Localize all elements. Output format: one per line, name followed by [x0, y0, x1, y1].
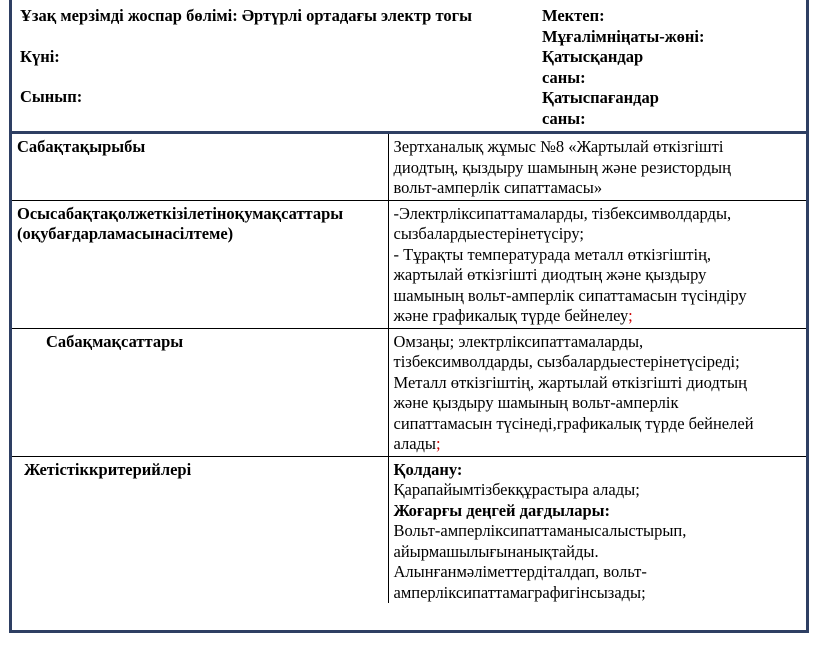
text-line: Алынғанмәліметтердіталдап, вольт-	[393, 562, 647, 581]
success-criteria-value	[388, 456, 806, 603]
text-line: диодтың, қыздыру шамының және резистордың	[393, 157, 731, 177]
text-line: және графикалық түрде бейнелеу	[393, 306, 629, 325]
text-line: және қыздыру шамының вольт-амперлік	[393, 393, 679, 412]
text-line: -Электрліксипаттамаларды, тізбексимволдарды,	[393, 203, 732, 223]
text-line-with-mark	[394, 306, 802, 327]
lesson-topic-label: Сабақтақырыбы	[12, 133, 388, 201]
absent-label: Қатыспағандар	[542, 88, 659, 107]
text-line: тізбексимволдарды, сызбалардыестерінетүсіреді;	[393, 352, 740, 371]
red-semicolon: ;	[628, 306, 633, 325]
application-heading: Қолдану:	[393, 459, 463, 479]
lesson-topic-value	[388, 133, 806, 201]
text-line: шамының вольт-амперлік сипаттамасын түсіндіру	[393, 285, 747, 305]
text-line: Осысабақтақолжеткізілетіноқумақсаттары	[17, 203, 344, 223]
text-line: Зертханалық жұмыс №8 «Жартылай өткізгішті	[393, 137, 724, 156]
text-line: сызбалардыестерінетүсіру;	[393, 224, 584, 243]
text-line: айырмашылығынанықтайды.	[393, 541, 599, 561]
red-semicolon: ;	[436, 434, 441, 453]
text-line: вольт-амперлік сипаттамасы»	[393, 178, 603, 197]
text-line: амперліксипаттамаграфигінсызады;	[393, 582, 646, 602]
text-line: алады	[393, 434, 437, 453]
learning-objectives-value	[388, 200, 806, 328]
text-line: сипаттамасын түсінеді,графикалық түрде бейнелей	[393, 413, 754, 433]
lesson-objectives-label: Сабақмақсаттары	[12, 328, 388, 456]
date-label: Күні:	[20, 46, 60, 66]
absent-count-label: саны:	[542, 108, 586, 128]
present-count-label: саны:	[542, 67, 586, 87]
table-row	[12, 200, 806, 328]
present-label: Қатысқандар	[542, 47, 644, 66]
header-row	[12, 0, 806, 133]
text-line: - Тұрақты температурада металл өткізгіштің,	[393, 244, 712, 264]
long-term-plan-section: Ұзақ мерзімді жоспар бөлімі: Әртүрлі ортадағы электр тогы	[20, 6, 472, 25]
table-row	[12, 328, 806, 456]
lesson-plan-document	[9, 0, 809, 633]
class-label: Сынып:	[20, 87, 83, 106]
text-line: (оқубағдарламасынасілтеме)	[17, 224, 234, 243]
table-row	[12, 133, 806, 201]
higher-skills-heading: Жоғарғы деңгей дағдылары:	[393, 500, 611, 520]
header-left-cell	[12, 0, 472, 133]
lesson-objectives-value	[388, 328, 806, 456]
teacher-name-label: Мұғалімніңаты-жөні:	[542, 26, 705, 46]
school-label: Мектеп:	[542, 6, 605, 25]
text-line: жартылай өткізгішті диодтың және қыздыру	[393, 265, 707, 284]
text-line-with-mark	[394, 434, 802, 455]
text-line: Металл өткізгіштің, жартылай өткізгішті диодтың	[393, 372, 747, 392]
text-line: Вольт-амперліксипаттаманысалыстырып,	[393, 521, 687, 540]
learning-objectives-label	[12, 200, 388, 328]
table-row	[12, 456, 806, 603]
text-line: Қарапайымтізбекқұрастыра алады;	[393, 480, 640, 499]
success-criteria-label: Жетістіккритерийлері	[12, 456, 388, 603]
lesson-plan-table	[12, 0, 806, 603]
text-line: Омзаңы; электрліксипаттамаларды,	[393, 331, 644, 351]
